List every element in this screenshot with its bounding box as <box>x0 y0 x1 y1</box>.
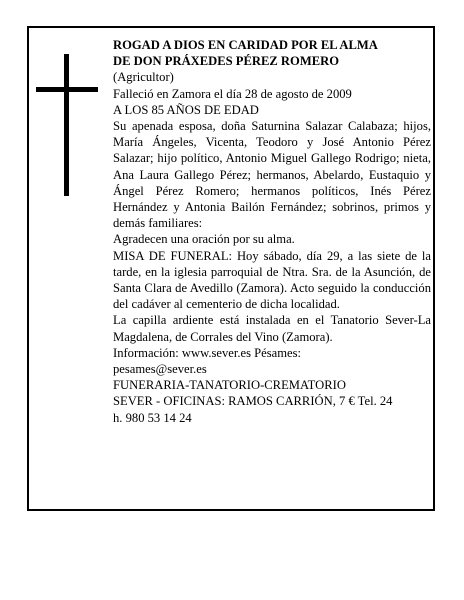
family-list: Su apenada esposa, doña Saturnina Salazar Calabaza; hijos, María Ángeles, Vicenta, Teodoro y José Antonio Pérez Salazar; hijo político, Antonio Miguel Gallego Rodrigo; nieta, Ana Laura Gallego Pérez; hermanos, Abelardo, Eustaquio y Ángel Pérez Romero; hermanos políticos, Inés Pérez Hernández y Antonia Bailón Fernández; sobrinos, primos y demás familiares: <box>113 119 431 231</box>
cross-icon <box>64 54 69 196</box>
funeral-mass: MISA DE FUNERAL: Hoy sábado, día 29, a las siete de la tarde, en la iglesia parroquial de Ntra. Sra. de la Asunción, de Santa Clara de Avedillo (Zamora). Acto seguido la conducción del cadáver al cementerio de dicha localidad. <box>113 248 431 312</box>
funeral-home-line-1: FUNERARIA-TANATORIO-CREMATORIO <box>113 378 346 393</box>
occupation: (Agricultor) <box>113 70 174 85</box>
header-line-2: DE DON PRÁXEDES PÉREZ ROMERO <box>113 54 340 69</box>
age: A LOS 85 AÑOS DE EDAD <box>113 102 259 117</box>
thanks: Agradecen una oración por su alma. <box>113 232 295 247</box>
cross-icon-arm <box>36 87 98 92</box>
chapel-info: La capilla ardiente está instalada en el Tanatorio Sever-La Magdalena, de Corrales del Vino (Zamora). <box>113 313 431 344</box>
header-line-1: ROGAD A DIOS EN CARIDAD POR EL ALMA <box>113 38 378 52</box>
funeral-home-line-2: SEVER - OFICINAS: RAMOS CARRIÓN, 7 € Tel. 24 <box>113 394 393 409</box>
funeral-home-line-3: h. 980 53 14 24 <box>113 410 192 425</box>
death-notice: Falleció en Zamora el día 28 de agosto de 2009 <box>113 86 352 101</box>
info-line-1: Información: www.sever.es Pésames: <box>113 345 302 360</box>
info-line-2: pesames@sever.es <box>113 362 207 377</box>
obituary-text <box>113 37 431 426</box>
